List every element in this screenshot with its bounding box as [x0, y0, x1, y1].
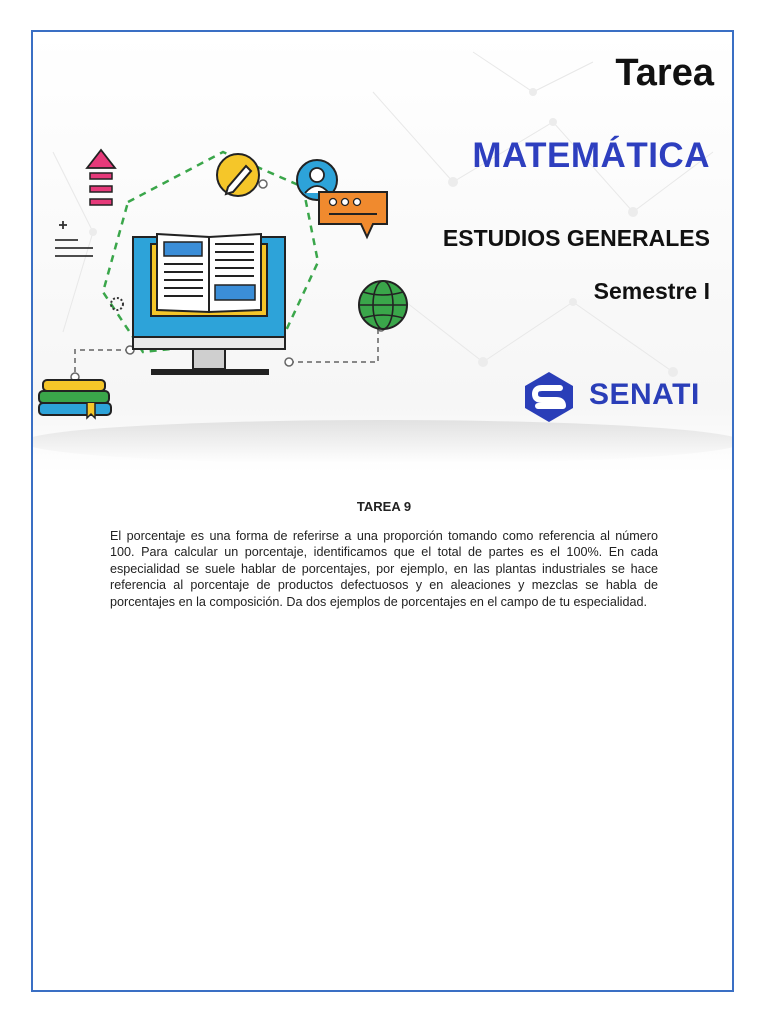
globe-icon	[359, 281, 407, 329]
senati-logo-text: SENATI	[589, 378, 700, 411]
pencil-icon	[217, 154, 259, 196]
program-name: ESTUDIOS GENERALES	[442, 225, 710, 251]
semester-label: Semestre I	[593, 278, 710, 304]
cover-title: Tarea	[615, 52, 714, 94]
senati-logo	[522, 370, 712, 424]
senati-logo-icon	[522, 370, 576, 424]
subject-title: MATEMÁTICA	[472, 136, 710, 175]
books-icon	[39, 380, 111, 418]
task-body: El porcentaje es una forma de referirse a una proporción tomando como referencia al número 100. Para calcular un porcentaje, identificamos que el total de partes es el 100%. En cada especialidad se suele hablar de porcentajes, por ejemplo, en las plantas industriales se hace referencia al porcentaje de productos defectuosos y en aleaciones y mezclas se habla de porcentajes en la composición. Da dos ejemplos de porcentajes en el campo de tu especialidad.	[110, 529, 658, 609]
task-title: TAREA 9	[356, 499, 412, 514]
cover-header	[33, 32, 732, 472]
